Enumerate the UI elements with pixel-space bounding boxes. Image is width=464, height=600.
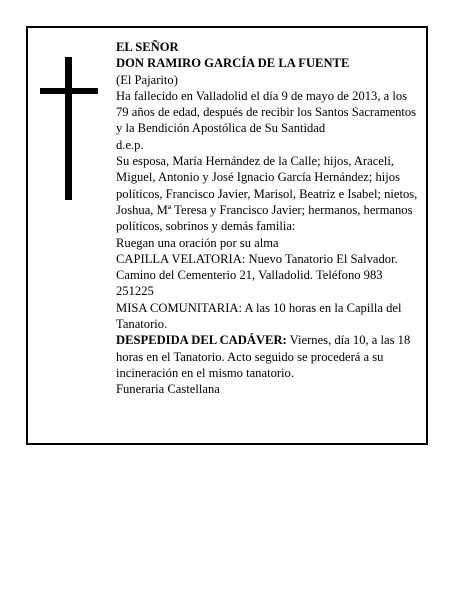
deceased-name: DON RAMIRO GARCÍA DE LA FUENTE — [116, 56, 350, 71]
notice-title: EL SEÑOR — [116, 40, 179, 54]
mass-info: MISA COMUNITARIA: A las 10 horas en la Capilla del Tanatorio. — [116, 300, 402, 332]
cross-icon-bar — [40, 88, 98, 94]
funeral-home: Funeraria Castellana — [116, 382, 220, 397]
death-announcement: Ha fallecido en Valladolid el día 9 de mayo de 2013, a los 79 años de edad, después de recibir los Santos Sacramentos y la Bendición Apostólica de Su Santidad — [116, 88, 417, 136]
chapel-info: CAPILLA VELATORIA: Nuevo Tanatorio El Salvador. Camino del Cementerio 21, Valladolid. Teléfono 983 251225 — [116, 251, 398, 299]
family-list: Su esposa, María Hernández de la Calle; hijos, Araceli, Miguel, Antonio y José Ignacio García Hernández; hijos políticos, Francisco Javier, Marisol, Beatriz e Isabel; nietos, Joshua, Mª Teresa y Francisco Javier; hermanos, hermanos políticos, sobrinos y demás familia: — [116, 154, 418, 234]
farewell-info — [116, 332, 422, 381]
notice-text — [116, 39, 422, 398]
prayer-request: Ruegan una oración por su alma — [116, 235, 279, 250]
obituary-notice — [26, 26, 428, 445]
farewell-details: Viernes, día 10, a las 18 horas en el Tanatorio. Acto seguido se procederá a su incineración en el mismo tanatorio. — [116, 333, 411, 380]
farewell-label: DESPEDIDA DEL CADÁVER: — [116, 333, 287, 348]
deceased-nickname: (El Pajarito) — [116, 72, 178, 87]
cross-icon — [65, 57, 72, 200]
dep-text: d.e.p. — [116, 137, 144, 152]
